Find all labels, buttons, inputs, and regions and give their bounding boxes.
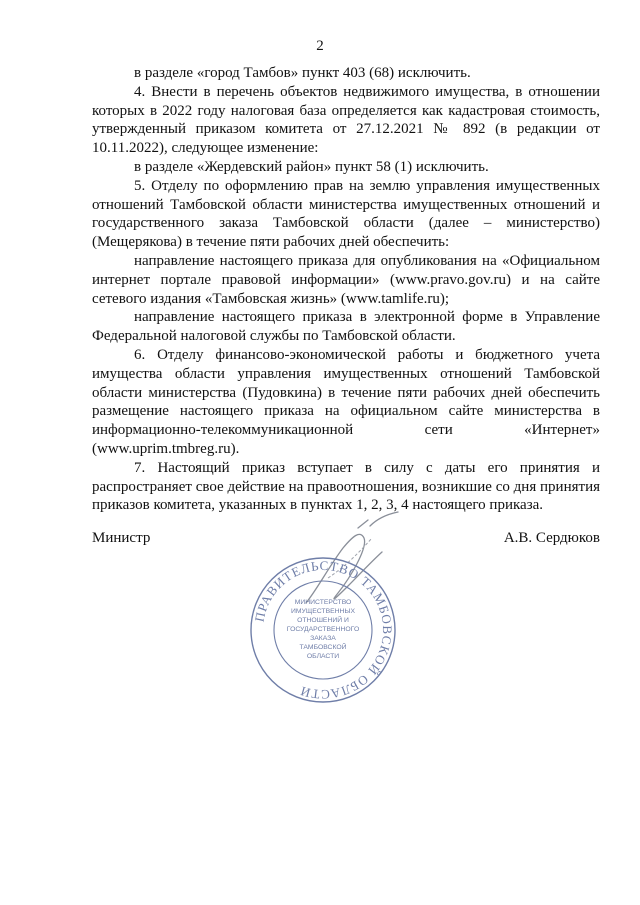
paragraph-4: 5. Отделу по оформлению прав на землю управления имущественных отношений Тамбовской области министерства имущественных отношений и государственного заказа Тамбовской области (далее – министерство) (Мещерякова) в течение пяти рабочих дней обеспечить: bbox=[92, 177, 600, 251]
svg-text:ТАМБОВСКОЙ: ТАМБОВСКОЙ bbox=[299, 644, 347, 651]
signatory-title: Министр bbox=[92, 530, 151, 546]
svg-text:ГОСУДАРСТВЕННОГО: ГОСУДАРСТВЕННОГО bbox=[286, 626, 360, 633]
page-number: 2 bbox=[316, 38, 324, 54]
svg-text:ИМУЩЕСТВЕННЫХ: ИМУЩЕСТВЕННЫХ bbox=[290, 608, 356, 615]
svg-text:ПРАВИТЕЛЬСТВО ТАМБОВСКОЙ ОБЛАС: ПРАВИТЕЛЬСТВО ТАМБОВСКОЙ ОБЛАСТИ bbox=[251, 557, 396, 703]
paragraph-2: 4. Внести в перечень объектов недвижимого имущества, в отношении которых в 2022 году налоговая база определяется как кадастровая стоимость, утвержденный приказом комитета от 27.12.2021 № 892 (в редакции от 10.11.2022), следующее изменение: bbox=[92, 83, 600, 157]
paragraph-1: в разделе «город Тамбов» пункт 403 (68) исключить. bbox=[134, 65, 471, 81]
svg-text:ОТНОШЕНИЙ И: ОТНОШЕНИЙ И bbox=[297, 617, 349, 624]
paragraph-7: 6. Отделу финансово-экономической работы и бюджетного учета имущества области управления имущественных отношений Тамбовской области министерства (Пудовкина) в течение пяти рабочих дней обеспечить размещение настоящего приказа на официальном сайте министерства в информационно-телекоммуникационной сети «Интернет» (www.uprim.tmbreg.ru). bbox=[92, 346, 600, 457]
signatory-name: А.В. Сердюков bbox=[503, 530, 600, 546]
svg-text:ОБЛАСТИ: ОБЛАСТИ bbox=[306, 653, 340, 660]
paragraph-5: направление настоящего приказа для опубликования на «Официальном интернет портале правовой информации» (www.pravo.gov.ru) и на сайте сетевого издания «Тамбовская жизнь» (www.tamlife.ru); bbox=[92, 252, 600, 307]
document-body bbox=[92, 64, 600, 515]
svg-text:ЗАКАЗА: ЗАКАЗА bbox=[310, 635, 336, 642]
paragraph-8: 7. Настоящий приказ вступает в силу с даты его принятия и распространяет свое действие на правоотношения, возникшие со дня принятия приказов комитета, указанных в пунктах 1, 2, 3, 4 настоящего приказа. bbox=[92, 459, 600, 514]
paragraph-3: в разделе «Жердевский район» пункт 58 (1) исключить. bbox=[134, 158, 489, 175]
paragraph-6: направление настоящего приказа в электронной форме в Управление Федеральной налоговой службы по Тамбовской области. bbox=[92, 309, 600, 345]
svg-text:МИНИСТЕРСТВО: МИНИСТЕРСТВО bbox=[294, 599, 352, 606]
official-seal bbox=[248, 555, 398, 705]
